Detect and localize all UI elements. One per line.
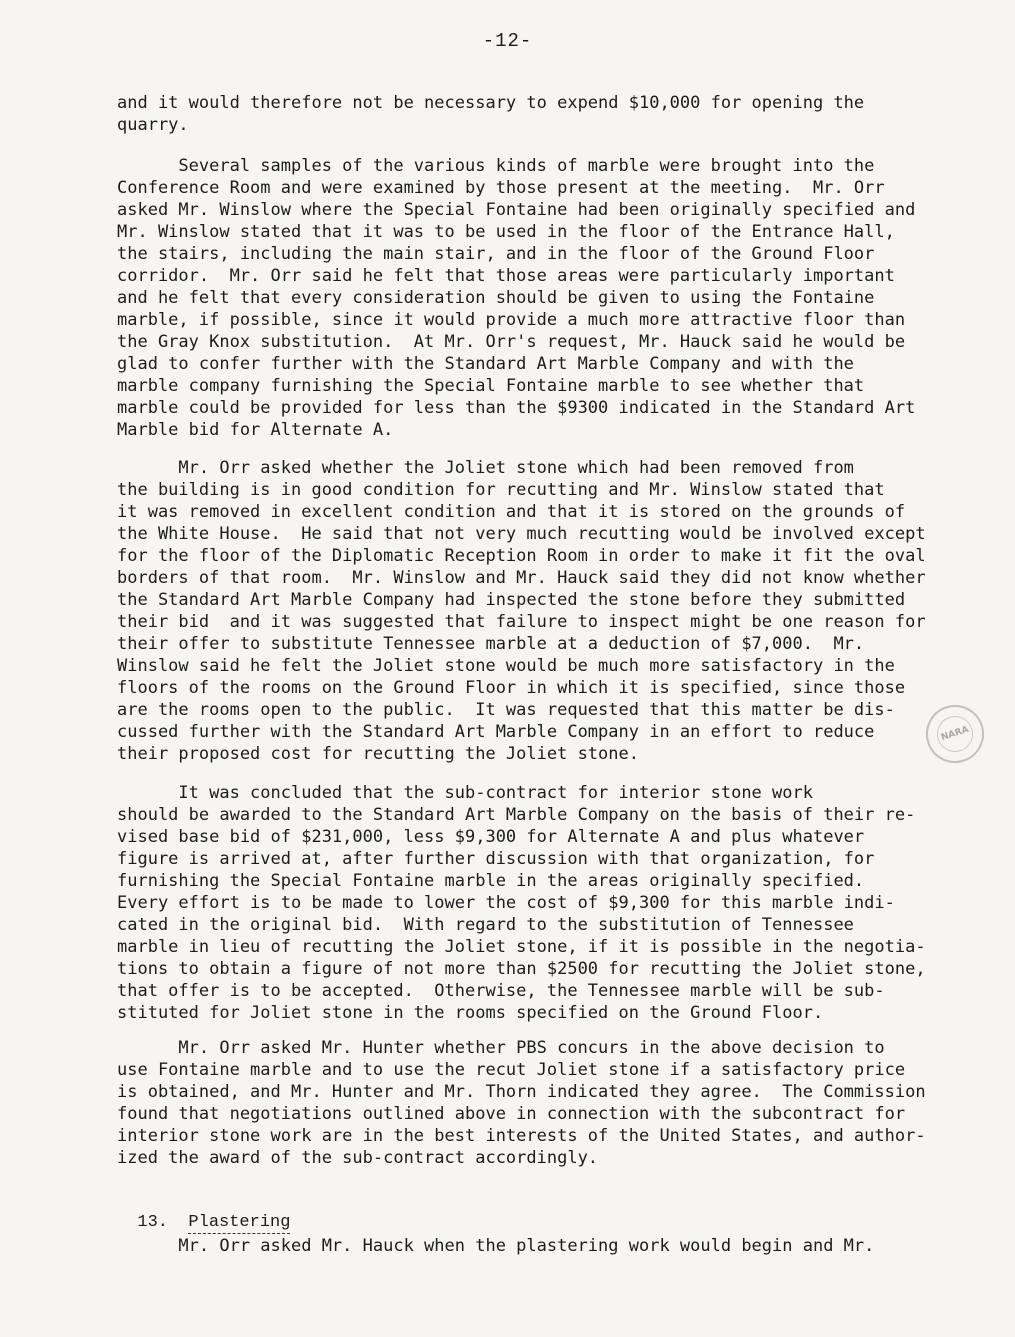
- paragraph-marble-samples: Several samples of the various kinds of marble were brought into the Conference Room and were examined by those present at the meeting. Mr. Orr asked Mr. Winslow where the Special Fontaine had been originally specified and Mr. Winslow stated that it was to be used in the floor of the Entrance Hall, the stairs, including the main stair, and in the floor of the Ground Floor corridor. Mr. Orr said he felt that those areas were particularly important and he felt that every consideration should be given to using the Fontaine marble, if possible, since it would provide a much more attractive floor than the Gray Knox substitution. At Mr. Orr's request, Mr. Hauck said he would be glad to confer further with the Standard Art Marble Company and with the marble company furnishing the Special Fontaine marble to see whether that marble could be provided for less than the $9300 indicated in the Standard Art Marble bid for Alternate A.: [117, 156, 916, 440]
- paragraph-pbs-concurrence: Mr. Orr asked Mr. Hunter whether PBS concurs in the above decision to use Fontaine marble and to use the recut Joliet stone if a satisfactory price is obtained, and Mr. Hunter and Mr. Thorn indicated they agree. The Commission found that negotiations outlined above in connection with the subcontract for interior stone work are in the best interests of the United States, and author- ized the award of the sub-contract accordingly.: [117, 1038, 926, 1168]
- paragraph-subcontract-conclusion: It was concluded that the sub-contract for interior stone work should be awarded to the Standard Art Marble Company on the basis of their re- vised base bid of $231,000, less $9,300 for Alternate A and plus whatever figure is arrived at, after further discussion with that organization, for furnishing the Special Fontaine marble in the areas originally specified. Every effort is to be made to lower the cost of $9,300 for this marble indi- cated in the original bid. With regard to the substitution of Tennessee marble in lieu of recutting the Joliet stone, if it is possible in the negotia- tions to obtain a figure of not more than $2500 for recutting the Joliet stone, that offer is to be accepted. Otherwise, the Tennessee marble will be sub- stituted for Joliet stone in the rooms specified on the Ground Floor.: [117, 783, 926, 1023]
- paragraph-continuation: and it would therefore not be necessary to expend $10,000 for opening the quarry.: [117, 93, 865, 135]
- section-title: Plastering: [188, 1213, 291, 1232]
- page-number: -12-: [482, 30, 533, 52]
- section-number: 13.: [137, 1213, 169, 1232]
- paragraph-joliet-stone: Mr. Orr asked whether the Joliet stone which had been removed from the building is in good condition for recutting and Mr. Winslow stated that it was removed in excellent condition and that it is stored on the grounds of the White House. He said that not very much recutting would be involved except for the floor of the Diplomatic Reception Room in order to make it fit the oval borders of that room. Mr. Winslow and Mr. Hauck said they did not know whether the Standard Art Marble Company had inspected the stone before they submitted their bid and it was suggested that failure to inspect might be one reason for their offer to substitute Tennessee marble at a deduction of $7,000. Mr. Winslow said he felt the Joliet stone would be much more satisfactory in the floors of the rooms on the Ground Floor in which it is specified, since those are the rooms open to the public. It was requested that this matter be dis- cussed further with the Standard Art Marble Company in an effort to reduce their proposed cost for recutting the Joliet stone.: [117, 458, 926, 764]
- archive-stamp-label: NARA: [932, 711, 977, 756]
- paragraph-plastering: Mr. Orr asked Mr. Hauck when the plastering work would begin and Mr.: [117, 1236, 875, 1256]
- section-heading-plastering: [117, 1190, 290, 1234]
